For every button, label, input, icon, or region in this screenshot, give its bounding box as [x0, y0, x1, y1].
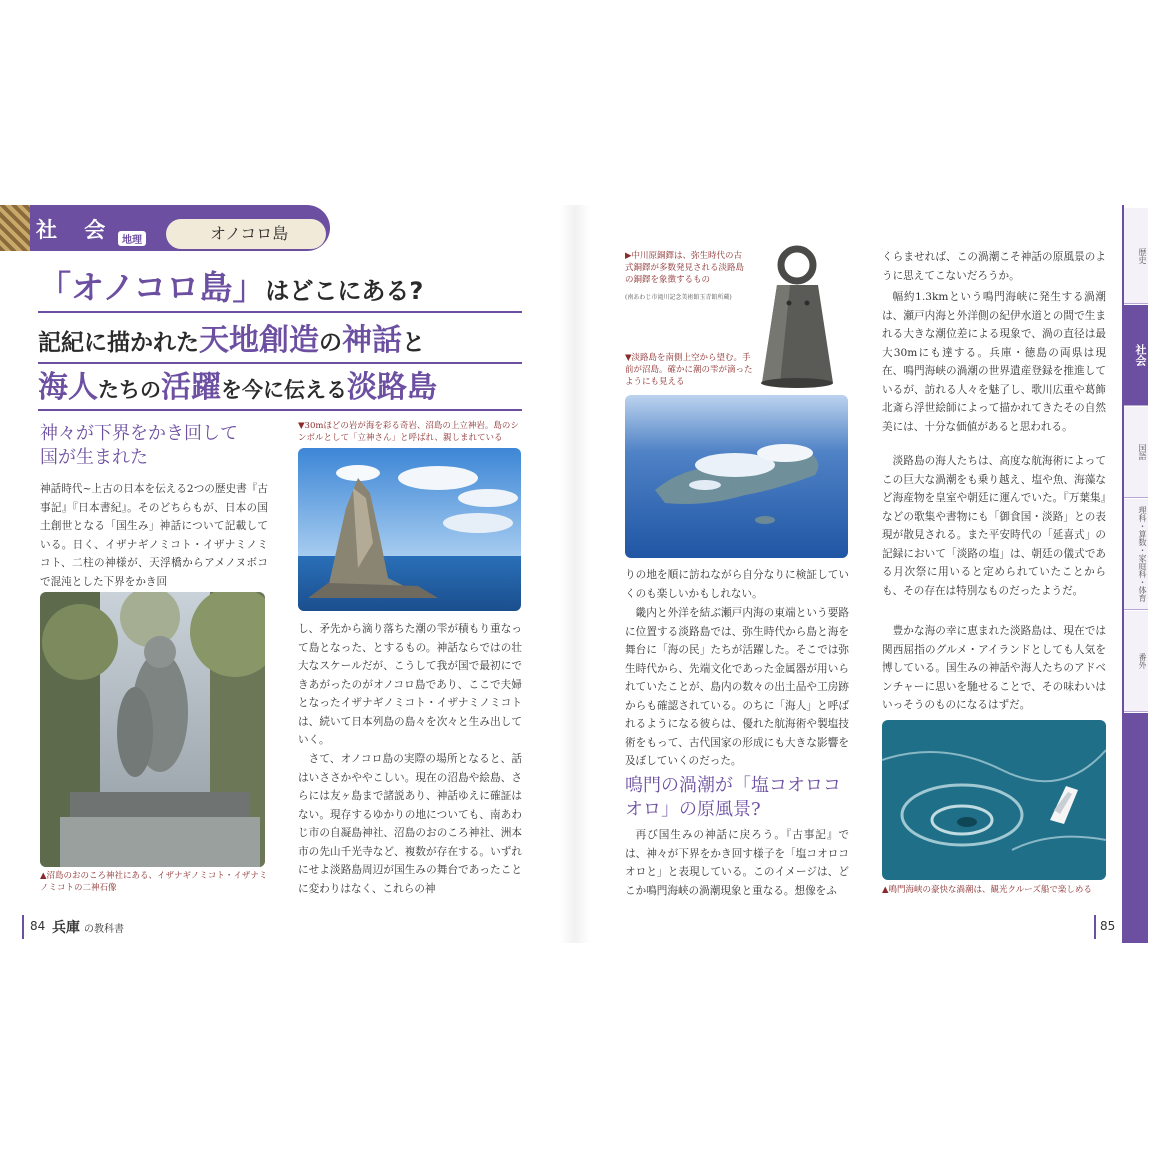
aerial-island-photo: [625, 395, 848, 558]
body-paragraph: りの地を順に訪ねながら自分なりに検証していくのも楽しいかもしれない。: [625, 569, 849, 600]
title-text: はどこにある?: [265, 277, 424, 305]
header-ornament: [0, 205, 30, 251]
index-tab-science-math[interactable]: 理科・算数・家庭科・体育: [1124, 499, 1148, 610]
body-paragraph: 再び国生みの神話に戻ろう。『古事記』では、神々が下界をかき回す様子を「塩コオロコオロと」と表現している。このイメージは、どこか鳴門海峡の渦潮現象と重なる。想像をふ: [625, 829, 849, 897]
caption-statue: ▲沼島のおのころ神社にある、イザナギノミコト・イザナミノミコトの二神石像: [40, 871, 268, 893]
caption-island: ▼淡路島を南側上空から望む。手前が沼島。確かに潮の雫が滴ったようにも見える: [625, 353, 753, 387]
footer-rule: [22, 915, 24, 939]
rock-photo: [298, 448, 521, 611]
caption-whirlpool: ▲鳴門海峡の豪快な渦潮は、観光クルーズ船で楽しめる: [882, 885, 1092, 895]
section-subheading-1: 神々が下界をかき回して国が生まれた: [40, 423, 238, 468]
section-subheading-2: 鳴門の渦潮が「塩コオロコオロ」の原風景?: [625, 775, 841, 820]
title-keyword: 海人: [38, 370, 98, 405]
footer-rule: [1094, 915, 1096, 939]
title-keyword: 「オノコロ島」: [38, 268, 266, 307]
body-paragraph: し、矛先から滴り落ちた潮の雫が積もり重なって島となった、とするもの。神話ならではの壮大なスケールだが、こうして我が国で最初にできあがったのがオノコロ島であり、ここで夫婦となったイザナギノミコト・イザナミノミコトは、続いて日本列島の島々を次々と生み出していく。: [298, 623, 522, 746]
body-paragraph: くらませれば、この渦潮こそ神話の原風景のように思えてこないだろうか。: [882, 251, 1106, 282]
subject-label: 社 会: [36, 218, 116, 242]
caption-rock: ▼30mほどの岩が海を彩る奇岩、沼島の上立神岩。島のシンボルとして「立神さん」と呼ばれ、親しまれている: [298, 421, 519, 443]
body-paragraph: 神話時代~上古の日本を伝える2つの歴史書『古事記』『日本書紀』。そのどちらもが、日本の国土創世となる「国生み」神話について記載している。日く、イザナギノミコト・イザナミノミコト、二柱の神様が、天浮橋からアメノヌボコで混沌とした下界をかき回: [40, 483, 268, 588]
book-subtitle: の教科書: [84, 924, 124, 935]
statue-photo: [40, 592, 265, 867]
body-paragraph: 畿内と外洋を結ぶ瀬戸内海の東端という要路に位置する淡路島では、弥生時代から島と海を舞台に「海の民」たちが活躍した。そこでは弥生時代から、先端文化であった金属器が用いられていたことが、島内の数々の出土品や工房跡からも確認されている。のちに「海人」と呼ばれるようになる彼らは、優れた航海術や製塩技術をもって、古代国家の形成にも大きな影響を及ぼしていくのだった。: [625, 607, 849, 767]
caption-bell-credit: (南あわじ市滝川記念美術館玉青館所蔵): [625, 294, 732, 301]
title-line-1: [38, 262, 522, 313]
title-keyword: 神話: [342, 323, 402, 358]
title-text: たちの: [98, 378, 161, 402]
category-badge: 地理: [118, 231, 146, 246]
caption-bell: ▶中川原銅鐸は、弥生時代の古式銅鐸が多数発見される淡路島の銅鐸を象徴するもの: [625, 251, 745, 285]
body-paragraph: さて、オノコロ島の実際の場所となると、話はいささかややこしい。現在の沼島や絵島、さらには友ヶ島まで諸説あり、神話ゆえに確証はない。現存するゆかりの地についても、南あわじ市の自凝島神社、沼島のおのころ神社、洲本市の先山千光寺など、複数が存在する。いずれにせよ淡路島周辺が国生みの舞台であったことに変わりはなく、これらの神: [298, 753, 522, 895]
title-keyword: 活躍: [161, 370, 221, 405]
index-tab-extra[interactable]: 番外: [1124, 611, 1148, 712]
index-tab-filler: [1124, 713, 1148, 943]
index-tab-social[interactable]: 社会: [1124, 305, 1148, 406]
topic-label: オノコロ島: [166, 219, 326, 249]
body-paragraph: 淡路島の海人たちは、高度な航海術によってこの巨大な渦潮をも乗り越え、塩や魚、海藻など海産物を皇室や朝廷に運んでいた。『万葉集』などの歌集や書物にも「御食国・淡路」との表現が散見される。また平安時代の「延喜式」の記録において「淡路の塩」は、朝廷の儀式である月次祭に用いると定められていたことからも、その存在は特別なものだったようだ。: [882, 455, 1106, 597]
title-text: 記紀に描かれた: [38, 330, 199, 356]
title-keyword: 天地創造: [199, 323, 319, 358]
index-tab-history[interactable]: 歴史: [1124, 208, 1148, 304]
body-paragraph: 豊かな海の幸に恵まれた淡路島は、現在では関西屈指のグルメ・アイランドとしても人気を博している。国生みの神話や海人たちのアドベンチャーに思いを馳せることで、その味わいはいっそうのものになるはずだ。: [882, 625, 1106, 711]
page-number-left: 84: [30, 919, 46, 933]
title-text: を今に伝える: [221, 378, 347, 402]
title-text: と: [402, 330, 425, 356]
title-text: の: [319, 330, 342, 356]
body-paragraph: 幅約1.3kmという鳴門海峡に発生する渦潮は、瀬戸内海と外洋側の紀伊水道との間で生まれる大きな潮位差による現象で、渦の直径は最大30mにも達する。兵庫・徳島の両県は現在、鳴門海峡の渦潮の世界遺産登録を推進しているが、訪れる人々を魅了し、歌川広重や葛飾北斎ら浮世絵師によって描かれてきたその自然美には、十分な価値があると思われる。: [882, 291, 1106, 433]
title-line-3: [38, 362, 522, 411]
book-title: 兵庫: [52, 920, 80, 936]
bronze-bell-photo: [755, 245, 840, 390]
page-gutter: [560, 205, 590, 943]
title-keyword: 淡路島: [347, 370, 437, 405]
whirlpool-photo: [882, 720, 1106, 880]
page-number-right: 85: [1100, 919, 1116, 933]
index-tab-japanese[interactable]: 国語: [1124, 407, 1148, 498]
title-line-2: [38, 315, 522, 364]
